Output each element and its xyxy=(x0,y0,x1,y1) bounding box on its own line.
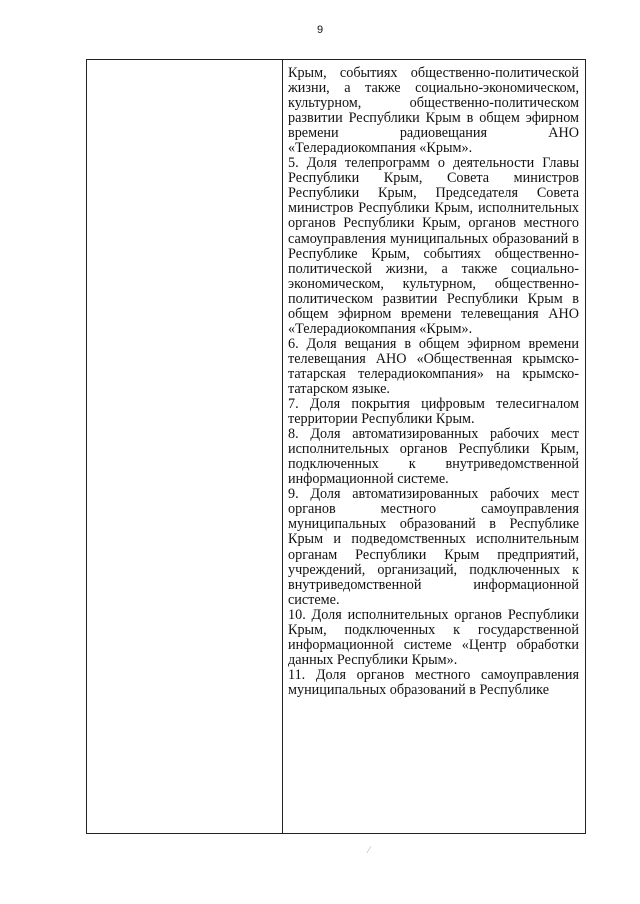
paragraph-item-10: 10. Доля исполнительных органов Республики Крым, подключенных к государственной информационной системе «Центр обработки данных Республики Крым». xyxy=(288,606,579,668)
paragraph-item-5: 5. Доля телепрограмм о деятельности Главы Республики Крым, Совета министров Республики Крым, Председателя Совета министров Республики Крым, исполнительных органов Республики Крым, органов местного самоуправления муниципальных образований в Республике Крым, событиях общественно-политической жизни, а также социально-экономическом, культурном, общественно-политическом развитии Республики Крым в общем эфирном времени телевещания АНО «Телерадиокомпания «Крым». xyxy=(288,155,579,337)
paragraph-item-8: 8. Доля автоматизированных рабочих мест исполнительных органов Республики Крым, подключенных к внутриведомственной информационной системе. xyxy=(288,426,579,488)
page-number: 9 xyxy=(316,24,324,36)
paragraph-item-11: 11. Доля органов местного самоуправления муниципальных образований в Республике xyxy=(288,666,579,698)
paragraph-item-6: 6. Доля вещания в общем эфирном времени телевещания АНО «Общественная крымско-татарская телерадиокомпания» на крымско-татарском языке. xyxy=(288,335,579,397)
document-table xyxy=(86,59,586,834)
table-left-cell xyxy=(87,60,283,833)
scan-artifact: ⁄ xyxy=(368,846,370,856)
paragraph-item-9: 9. Доля автоматизированных рабочих мест органов местного самоуправления муниципальных образований в Республике Крым и подведомственных исполнительным органам Республики Крым предприятий, учреждений, организаций, подключенных к внутриведомственной информационной системе. xyxy=(288,486,579,608)
paragraph-item-7: 7. Доля покрытия цифровым телесигналом территории Республики Крым. xyxy=(288,396,579,428)
paragraph-continuation: Крым, событиях общественно-политической жизни, а также социально-экономическом, культурном, общественно-политическом развитии Республики Крым в общем эфирном времени радиовещания АНО «Телерадиокомпания «Крым». xyxy=(288,65,579,157)
table-right-cell xyxy=(283,60,585,833)
